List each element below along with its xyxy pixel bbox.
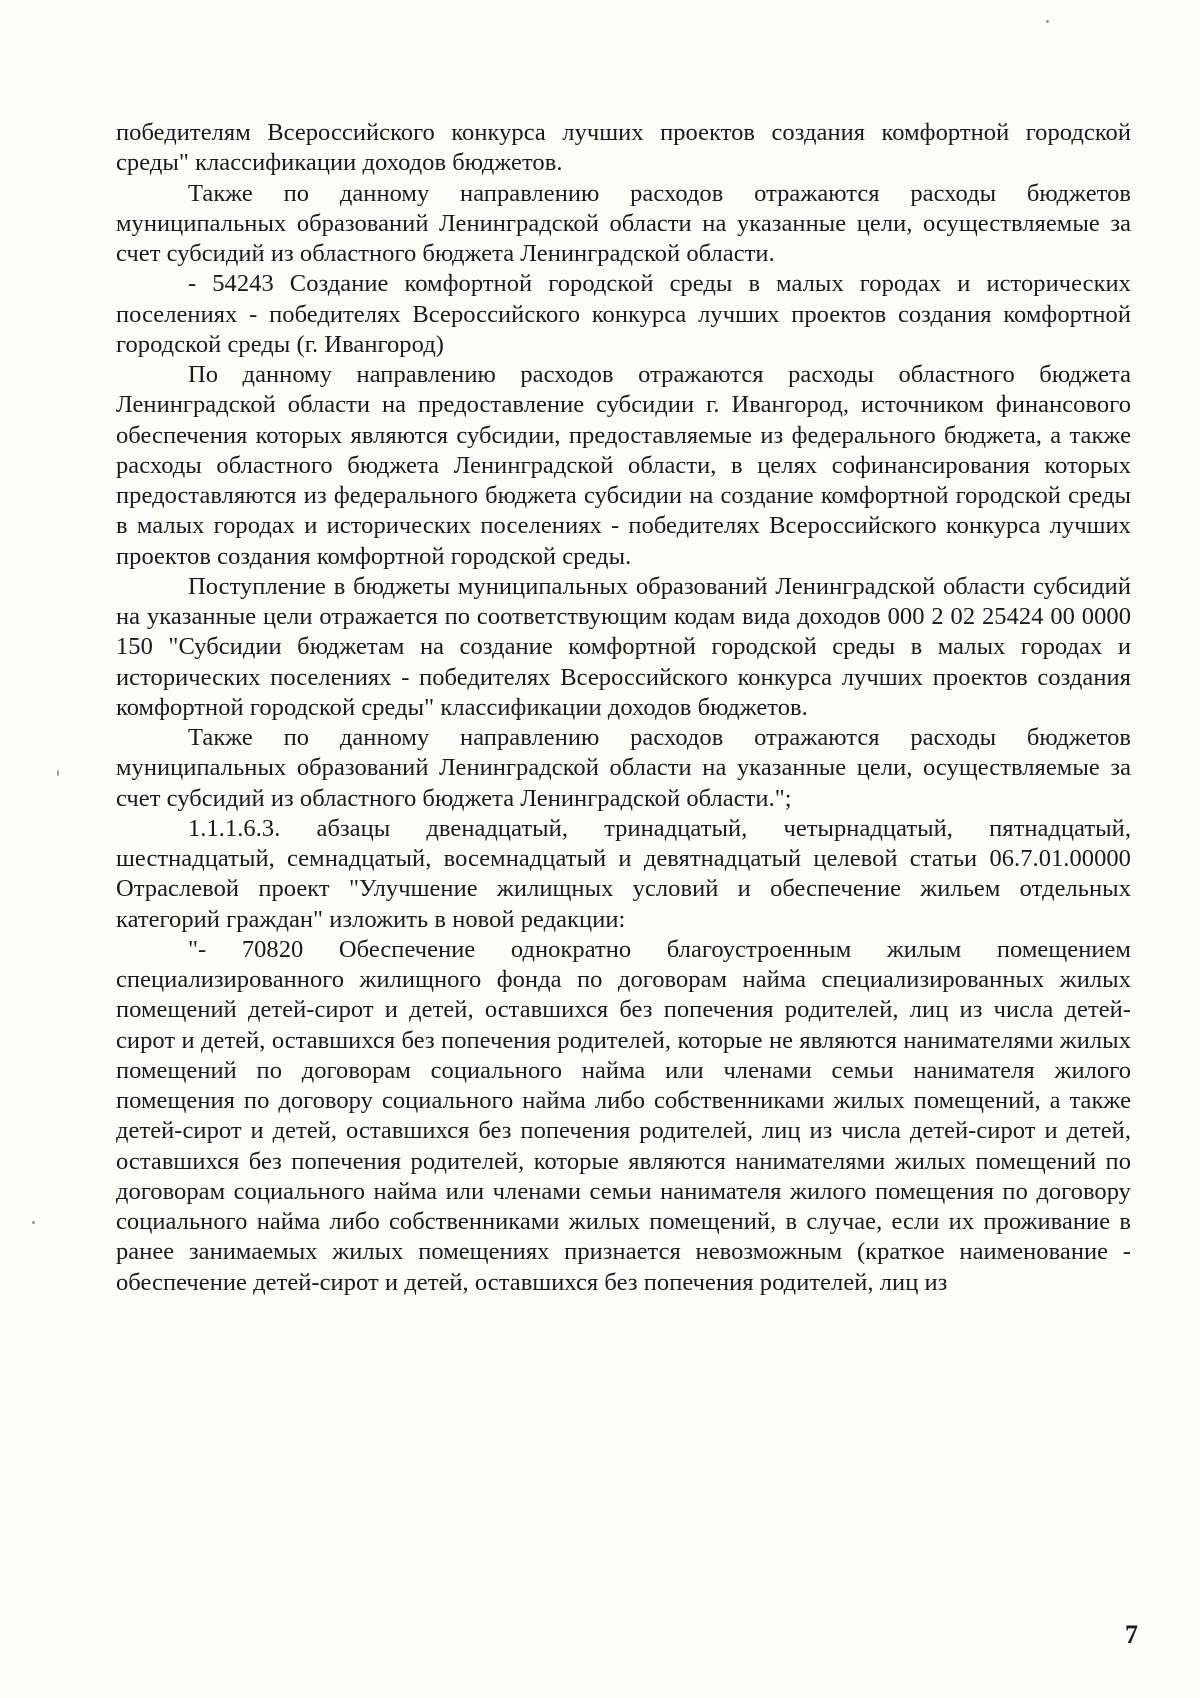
paragraph: Поступление в бюджеты муниципальных образований Ленинградской области субсидий на указанные цели отражается по соответствующим кодам вида доходов 000 2 02 25424 00 0000 150 "Субсидии бюджетам на создание комфортной городской среды в малых городах и исторических поселениях - победителях Всероссийского конкурса лучших проектов создания комфортной городской среды" классификации доходов бюджетов.: [116, 572, 1131, 721]
scan-speck: [1046, 20, 1049, 23]
scan-speck: [57, 770, 59, 776]
paragraph-continuation: победителям Всероссийского конкурса лучших проектов создания комфортной городской среды" классификации доходов бюджетов.: [116, 119, 1131, 177]
paragraph: Также по данному направлению расходов отражаются расходы бюджетов муниципальных образований Ленинградской области на указанные цели, осуществляемые за счет субсидий из областного бюджета Ленинградской области.: [116, 179, 1131, 267]
paragraph-amendment: 1.1.1.6.3. абзацы двенадцатый, тринадцатый, четырнадцатый, пятнадцатый, шестнадцатый, семнадцатый, восемнадцатый и девятнадцатый целевой статьи 06.7.01.00000 Отраслевой проект "Улучшение жилищных условий и обеспечение жильем отдельных категорий граждан" изложить в новой редакции:: [116, 814, 1131, 933]
paragraph-code-item: - 54243 Создание комфортной городской среды в малых городах и исторических поселениях - победителях Всероссийского конкурса лучших проектов создания комфортной городской среды (г. Ивангород): [116, 270, 1131, 358]
paragraph: Также по данному направлению расходов отражаются расходы бюджетов муниципальных образований Ленинградской области на указанные цели, осуществляемые за счет субсидий из областного бюджета Ленинградской области.";: [116, 724, 1131, 812]
scan-speck: [32, 1221, 35, 1224]
paragraph: По данному направлению расходов отражаются расходы областного бюджета Ленинградской области на предоставление субсидии г. Ивангород, источником финансового обеспечения которых являются субсидии, предоставляемые из федерального бюджета, а также расходы областного бюджета Ленинградской области, в целях софинансирования которых предоставляются из федерального бюджета субсидии на создание комфортной городской среды в малых городах и исторических поселениях - победителях Всероссийского конкурса лучших проектов создания комфортной городской среды.: [116, 361, 1131, 570]
document-body: [116, 118, 1131, 1298]
page-number: 7: [1125, 1620, 1138, 1649]
paragraph-code-item: "- 70820 Обеспечение однократно благоустроенным жилым помещением специализированного жилищного фонда по договорам найма специализированных жилых помещений детей-сирот и детей, оставшихся без попечения родителей, лиц из числа детей-сирот и детей, оставшихся без попечения родителей, которые не являются нанимателями жилых помещений по договорам социального найма или членами семьи нанимателя жилого помещения по договору социального найма либо собственниками жилых помещений, а также детей-сирот и детей, оставшихся без попечения родителей, лиц из числа детей-сирот и детей, оставшихся без попечения родителей, которые являются нанимателями жилых помещений по договорам социального найма или членами семьи нанимателя жилого помещения по договору социального найма либо собственниками жилых помещений, в случае, если их проживание в ранее занимаемых жилых помещениях признается невозможным (краткое наименование - обеспечение детей-сирот и детей, оставшихся без попечения родителей, лиц из: [116, 935, 1131, 1296]
